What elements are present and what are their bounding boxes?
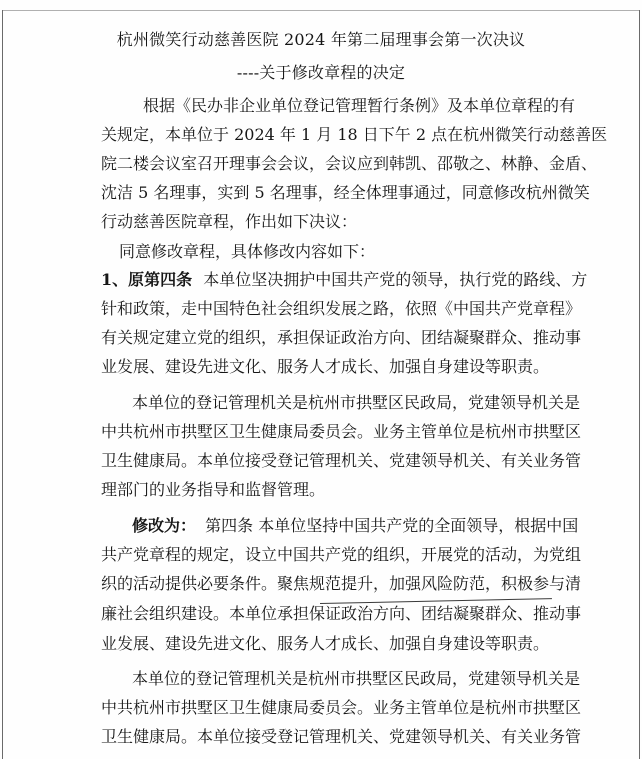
scan-border-left xyxy=(2,10,3,759)
original-registration-line: 本单位的登记管理机关是杭州市拱墅区民政局，党建领导机关是 xyxy=(132,393,581,412)
original-article-line: 本单位坚决拥护中国共产党的领导，执行党的路线、方 xyxy=(203,270,588,289)
original-registration-line: 中共杭州市拱墅区卫生健康局委员会。业务主管单位是杭州市拱墅区 xyxy=(101,422,582,441)
intro-line: 沈洁 5 名理事，实到 5 名理事，经全体理事通过，同意修改杭州微笑 xyxy=(101,183,590,202)
revised-article-row xyxy=(132,516,578,536)
agree-line: 同意修改章程，具体修改内容如下： xyxy=(119,242,376,261)
revised-article-line: 廉社会组织建设。本单位承担保证政治方向、团结凝聚群众、推动事 xyxy=(101,604,582,623)
document-title: 杭州微笑行动慈善医院 2024 年第二届理事会第一次决议 xyxy=(116,30,526,49)
document-subtitle: ----关于修改章程的决定 xyxy=(236,63,406,82)
scan-border-top xyxy=(2,10,640,11)
original-registration-line: 理部门的业务指导和监督管理。 xyxy=(101,480,326,499)
original-article-line: 业发展、建设先进文化、服务人才成长、加强自身建设等职责。 xyxy=(101,357,550,376)
original-article-row xyxy=(101,270,587,290)
original-article-label: 1、原第四条 xyxy=(101,270,193,289)
original-article-line: 有关规定建立党的组织，承担保证政治方向、团结凝聚群众、推动事 xyxy=(101,328,582,347)
original-article-line: 针和政策，走中国特色社会组织发展之路，依照《中国共产党章程》 xyxy=(101,299,582,318)
revised-registration-line: 本单位的登记管理机关是杭州市拱墅区民政局，党建领导机关是 xyxy=(132,669,581,688)
revised-article-line: 业发展、建设先进文化、服务人才成长、加强自身建设等职责。 xyxy=(101,634,550,653)
revised-registration-line: 卫生健康局。本单位接受登记管理机关、党建领导机关、有关业务管 xyxy=(101,727,582,746)
revised-article-line: 第四条 本单位坚持中国共产党的全面领导，根据中国 xyxy=(205,516,579,535)
original-registration-line: 卫生健康局。本单位接受登记管理机关、党建领导机关、有关业务管 xyxy=(101,451,582,470)
intro-line: 行动慈善医院章程，作出如下决议： xyxy=(101,212,358,231)
revised-article-label: 修改为： xyxy=(132,516,197,535)
scan-border-right xyxy=(639,10,640,759)
intro-line: 院二楼会议室召开理事会会议，会议应到韩凯、邵敬之、林静、金盾、 xyxy=(101,154,598,173)
revised-registration-line: 中共杭州市拱墅区卫生健康局委员会。业务主管单位是杭州市拱墅区 xyxy=(101,698,582,717)
intro-line: 根据《民办非企业单位登记管理暂行条例》及本单位章程的有 xyxy=(143,96,576,115)
revised-article-line: 织的活动提供必要条件。聚焦规范提升，加强风险防范，积极参与清 xyxy=(101,574,582,593)
intro-line: 关规定，本单位于 2024 年 1 月 18 日下午 2 点在杭州微笑行动慈善医 xyxy=(101,125,608,144)
revised-article-line: 共产党章程的规定，设立中国共产党的组织，开展党的活动，为党组 xyxy=(101,545,582,564)
